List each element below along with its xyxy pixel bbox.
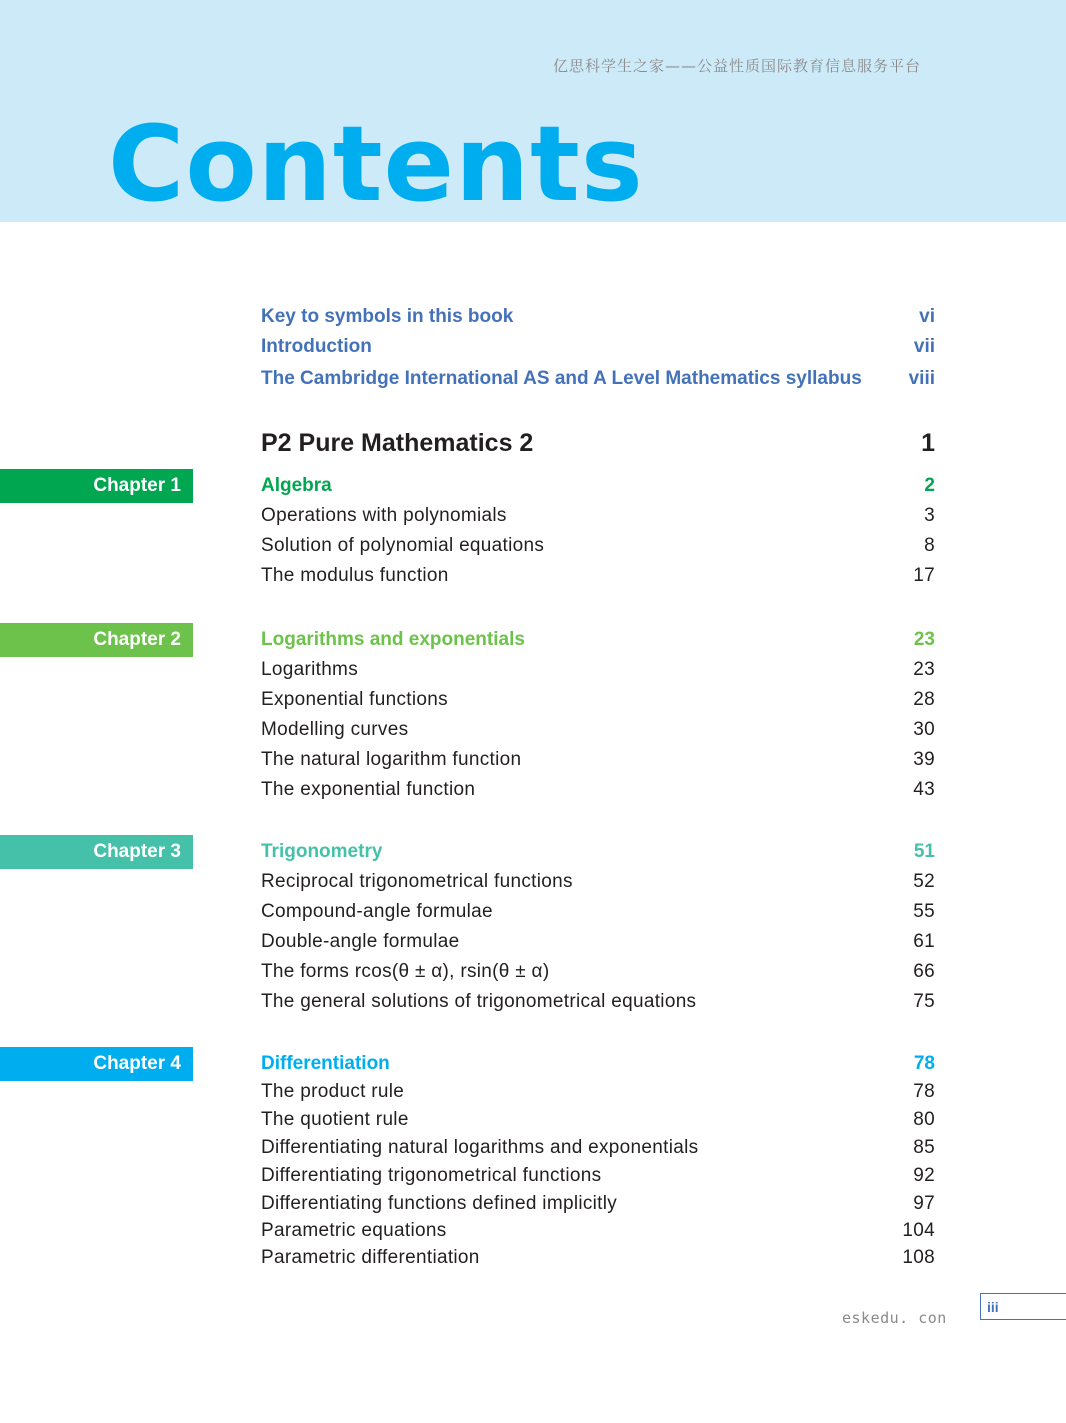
toc-section[interactable] [261, 1081, 935, 1103]
toc-section[interactable] [261, 931, 935, 953]
section-label: The forms rcos(θ ± α), rsin(θ ± α) [261, 961, 550, 982]
toc-section[interactable] [261, 749, 935, 771]
chapter-page: 23 [913, 629, 935, 650]
toc-section[interactable] [261, 505, 935, 527]
section-page: 30 [913, 719, 935, 740]
page-number: iii [980, 1293, 1066, 1320]
chapter-page: 78 [913, 1053, 935, 1074]
section-page: 85 [913, 1137, 935, 1158]
section-label: The product rule [261, 1081, 405, 1102]
section-label: The exponential function [261, 779, 476, 800]
chapter-3-tab: Chapter 3 [0, 835, 193, 869]
toc-section[interactable] [261, 1165, 935, 1187]
page-title: Contents [108, 103, 644, 225]
chapter-1-heading[interactable] [261, 475, 935, 497]
section-label: Solution of polynomial equations [261, 535, 545, 556]
section-label: Reciprocal trigonometrical functions [261, 871, 573, 892]
section-page: 75 [913, 991, 935, 1012]
entry-page: vi [919, 306, 935, 327]
section-label: The natural logarithm function [261, 749, 522, 770]
chapter-3-heading[interactable] [261, 841, 935, 863]
section-label: The general solutions of trigonometrical equations [261, 991, 697, 1012]
section-page: 78 [913, 1081, 935, 1102]
toc-section[interactable] [261, 1220, 935, 1242]
section-label: Operations with polynomials [261, 505, 507, 526]
section-page: 52 [913, 871, 935, 892]
toc-section[interactable] [261, 535, 935, 557]
chapter-4-heading[interactable] [261, 1053, 935, 1075]
section-label: Differentiating natural logarithms and exponentials [261, 1137, 699, 1158]
section-page: 61 [913, 931, 935, 952]
section-label: Logarithms [261, 659, 358, 680]
chapter-2-heading[interactable] [261, 629, 935, 651]
section-label: Compound-angle formulae [261, 901, 493, 922]
section-page: 104 [902, 1220, 935, 1241]
section-page: 66 [913, 961, 935, 982]
toc-section[interactable] [261, 991, 935, 1013]
toc-section[interactable] [261, 1193, 935, 1215]
toc-section[interactable] [261, 565, 935, 587]
toc-section[interactable] [261, 659, 935, 681]
section-label: Differentiating functions defined implicitly [261, 1193, 618, 1214]
section-label: Double-angle formulae [261, 931, 460, 952]
section-page: 17 [913, 565, 935, 586]
section-page: 108 [902, 1247, 935, 1268]
section-label: Differentiating trigonometrical functions [261, 1165, 602, 1186]
section-label: Modelling curves [261, 719, 409, 740]
chapter-4-tab: Chapter 4 [0, 1047, 193, 1081]
toc-entry-key-to-symbols[interactable] [261, 306, 935, 328]
toc-entry-syllabus[interactable] [261, 368, 935, 390]
chapter-title: Logarithms and exponentials [261, 629, 525, 650]
toc-part-heading[interactable] [261, 428, 935, 458]
section-page: 39 [913, 749, 935, 770]
toc-entry-introduction[interactable] [261, 336, 935, 358]
chapter-page: 51 [913, 841, 935, 862]
toc-section[interactable] [261, 689, 935, 711]
section-label: The quotient rule [261, 1109, 409, 1130]
toc-section[interactable] [261, 719, 935, 741]
section-page: 80 [913, 1109, 935, 1130]
chapter-page: 2 [924, 475, 935, 496]
entry-label: Introduction [261, 336, 372, 357]
entry-page: vii [913, 336, 935, 357]
part-page: 1 [921, 429, 935, 457]
chapter-1-tab: Chapter 1 [0, 469, 193, 503]
section-page: 3 [924, 505, 935, 526]
toc-section[interactable] [261, 901, 935, 923]
section-page: 43 [913, 779, 935, 800]
toc-section[interactable] [261, 1247, 935, 1269]
section-page: 28 [913, 689, 935, 710]
section-page: 55 [913, 901, 935, 922]
toc-section[interactable] [261, 1137, 935, 1159]
section-page: 92 [913, 1165, 935, 1186]
section-label: Exponential functions [261, 689, 448, 710]
entry-page: viii [908, 368, 935, 389]
section-page: 8 [924, 535, 935, 556]
toc-section[interactable] [261, 961, 935, 983]
chapter-title: Algebra [261, 475, 332, 496]
watermark-top: 亿思科学生之家——公益性质国际教育信息服务平台 [552, 57, 921, 75]
section-label: The modulus function [261, 565, 449, 586]
chapter-title: Trigonometry [261, 841, 383, 862]
part-title: P2 Pure Mathematics 2 [261, 429, 534, 457]
entry-label: Key to symbols in this book [261, 306, 514, 327]
toc-section[interactable] [261, 1109, 935, 1131]
toc-section[interactable] [261, 871, 935, 893]
section-page: 97 [913, 1193, 935, 1214]
section-label: Parametric equations [261, 1220, 447, 1241]
section-page: 23 [913, 659, 935, 680]
chapter-title: Differentiation [261, 1053, 390, 1074]
chapter-2-tab: Chapter 2 [0, 623, 193, 657]
watermark-bottom: eskedu. con [842, 1309, 947, 1327]
toc-section[interactable] [261, 779, 935, 801]
section-label: Parametric differentiation [261, 1247, 480, 1268]
entry-label: The Cambridge International AS and A Level Mathematics syllabus [261, 368, 862, 389]
